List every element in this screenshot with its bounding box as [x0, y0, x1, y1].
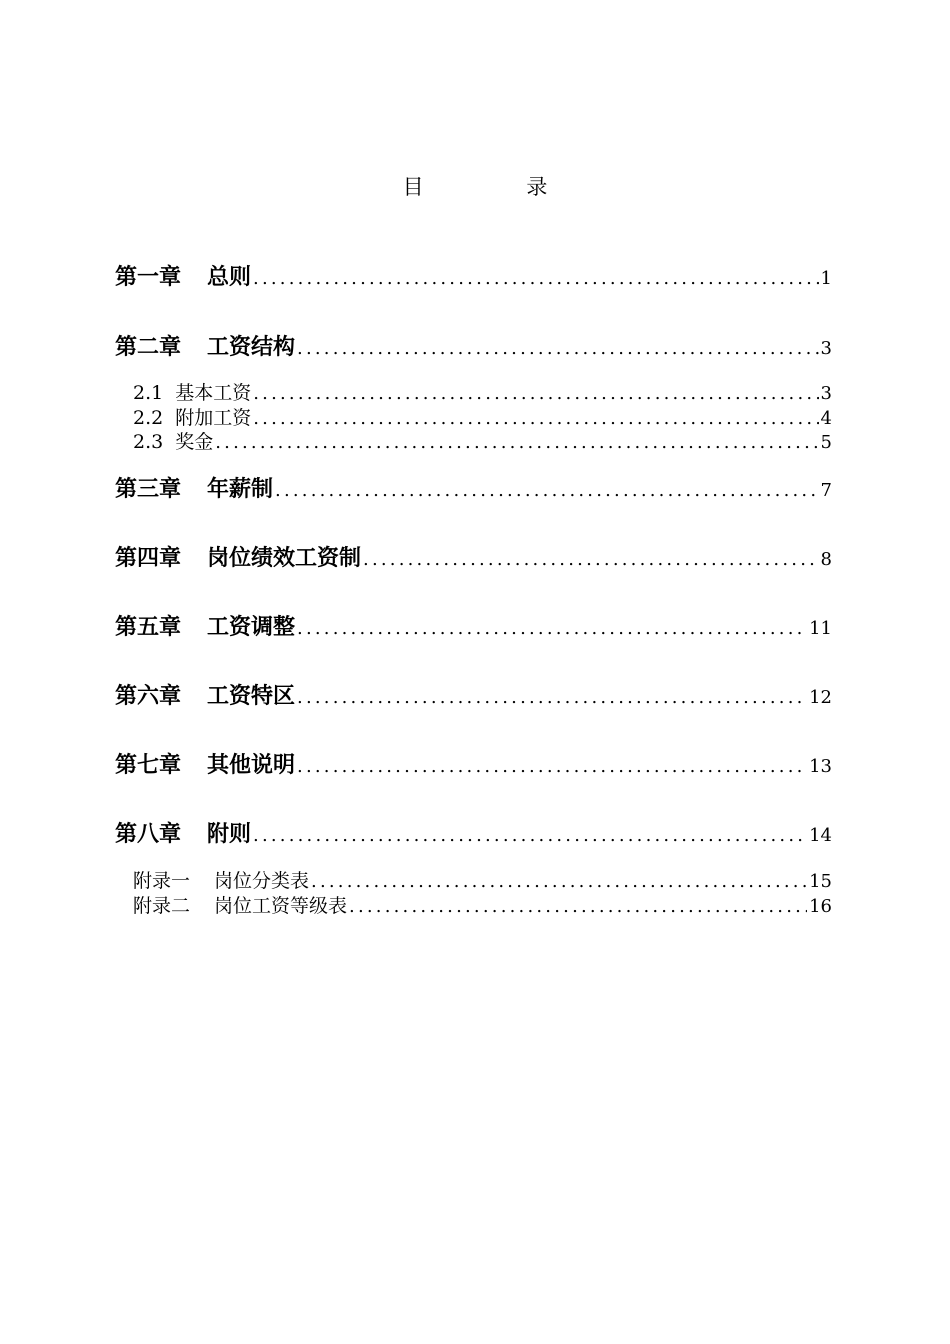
- dot-leader: [297, 335, 819, 363]
- dot-leader: [297, 753, 807, 781]
- toc-entry-number: 第一章: [115, 265, 182, 290]
- toc-entry-number: 附录二: [133, 895, 191, 917]
- toc-entry-label: 附则: [207, 822, 252, 847]
- toc-entry-section-2-2[interactable]: [115, 406, 832, 431]
- toc-entry-label: 岗位绩效工资制: [207, 546, 362, 571]
- dot-leader: [311, 869, 807, 894]
- toc-entry-label: 岗位分类表: [214, 870, 310, 892]
- toc-entry-label: 岗位工资等级表: [214, 895, 348, 917]
- toc-entry-appendix-2[interactable]: [115, 894, 832, 919]
- toc-entry-page: 11: [809, 618, 832, 639]
- dot-leader: [297, 615, 807, 643]
- toc-entry-number: 第七章: [115, 753, 182, 778]
- toc-entry-number: 附录一: [133, 870, 191, 892]
- toc-entry-page: 8: [820, 549, 832, 570]
- toc-entry-number: 第二章: [115, 335, 182, 360]
- toc-entry-chapter-4[interactable]: [115, 545, 832, 574]
- toc-entry-label: 工资特区: [207, 684, 296, 709]
- toc-entry-label: 工资调整: [207, 615, 296, 640]
- dot-leader: [275, 477, 819, 505]
- toc-entry-page: 14: [809, 825, 832, 846]
- toc-entry-number: 2.2: [133, 407, 164, 429]
- dot-leader: [253, 822, 807, 850]
- toc-entry-page: 16: [809, 896, 832, 917]
- toc-entry-page: 4: [820, 408, 832, 429]
- toc-entry-page: 1: [820, 268, 832, 289]
- toc-entry-number: 2.3: [133, 431, 164, 453]
- toc-entry-section-2-1[interactable]: [115, 381, 832, 406]
- toc-entry-page: 15: [809, 871, 832, 892]
- toc-entry-chapter-2[interactable]: [115, 334, 832, 363]
- toc-entry-label: 基本工资: [175, 382, 252, 404]
- toc-entry-page: 13: [809, 756, 832, 777]
- dot-leader: [363, 546, 819, 574]
- toc-entry-chapter-7[interactable]: [115, 752, 832, 781]
- dot-leader: [253, 406, 818, 431]
- toc-entry-label: 年薪制: [207, 477, 274, 502]
- toc-entry-chapter-3[interactable]: [115, 476, 832, 505]
- toc-entry-page: 3: [820, 338, 832, 359]
- dot-leader: [349, 894, 807, 919]
- toc-entry-page: 12: [809, 687, 832, 708]
- toc-entry-page: 3: [820, 383, 832, 404]
- dot-leader: [253, 265, 819, 293]
- toc-entry-number: 第四章: [115, 546, 182, 571]
- dot-leader: [253, 381, 818, 406]
- toc-entry-number: 第五章: [115, 615, 182, 640]
- toc-entry-appendix-1[interactable]: [115, 869, 832, 894]
- toc-entry-label: 总则: [207, 265, 252, 290]
- toc-entry-chapter-8[interactable]: [115, 821, 832, 850]
- toc-entry-label: 其他说明: [207, 753, 296, 778]
- dot-leader: [215, 430, 818, 455]
- toc-entry-label: 工资结构: [207, 335, 296, 360]
- toc-entry-label: 附加工资: [175, 407, 252, 429]
- toc-entry-section-2-3[interactable]: [115, 430, 832, 455]
- toc-entry-page: 7: [820, 480, 832, 501]
- toc-entry-chapter-1[interactable]: [115, 264, 832, 293]
- toc-entry-chapter-6[interactable]: [115, 683, 832, 712]
- toc-title: 目 录: [402, 175, 596, 199]
- toc-entry-number: 第三章: [115, 477, 182, 502]
- toc-entry-page: 5: [820, 432, 832, 453]
- toc-entry-number: 第六章: [115, 684, 182, 709]
- toc-entry-chapter-5[interactable]: [115, 614, 832, 643]
- dot-leader: [297, 684, 807, 712]
- toc-entry-number: 2.1: [133, 382, 164, 404]
- toc-entry-label: 奖金: [175, 431, 214, 453]
- toc-entry-number: 第八章: [115, 822, 182, 847]
